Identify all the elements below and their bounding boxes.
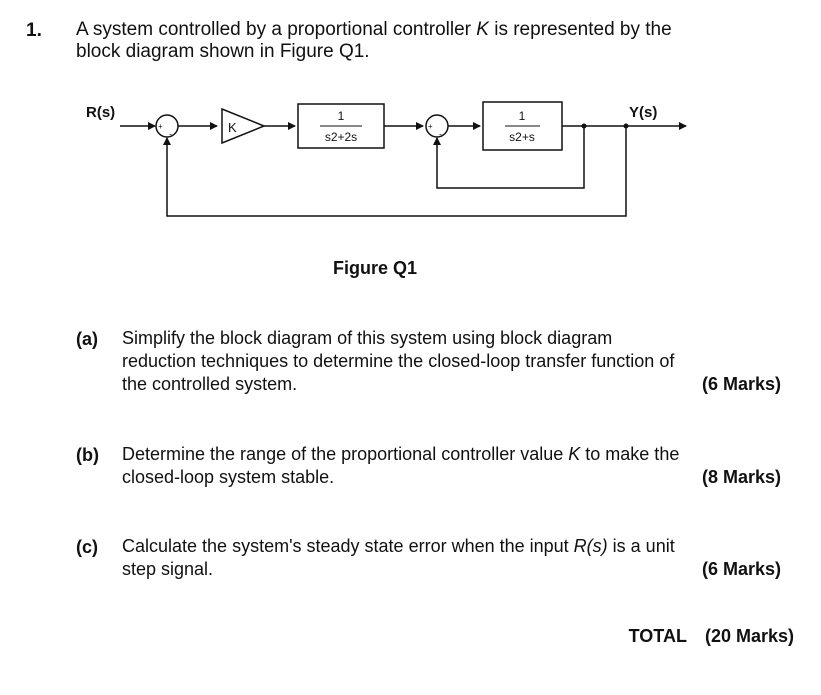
part-b-text: Determine the range of the proportional controller value K to make the closed-loop system stable. <box>122 444 680 487</box>
sum1-minus-sign: - <box>169 129 172 139</box>
part-a-text: Simplify the block diagram of this system using block diagram reduction techniques to determine the closed-loop transfer function of the controlled system. <box>122 328 675 394</box>
gain-label: K <box>228 120 237 135</box>
part-b-label: (b) <box>76 445 99 465</box>
part-c-text: Calculate the system's steady state error when the input R(s) is a unit step signal. <box>122 536 675 579</box>
part-c-label: (c) <box>76 537 98 557</box>
block2-numerator: 1 <box>518 109 526 123</box>
output-label: Y(s) <box>629 104 658 121</box>
part-a-label: (a) <box>76 329 98 349</box>
block-diagram <box>0 0 821 250</box>
part-b-marks: (8 Marks) <box>701 467 781 487</box>
block1-denominator: s2+2s <box>324 130 358 144</box>
sum2-plus-sign: + <box>428 122 433 131</box>
input-label: R(s) <box>86 104 116 121</box>
block1-numerator: 1 <box>337 109 345 123</box>
question-number: 1. <box>26 20 42 41</box>
question-intro: A system controlled by a proportional controller K is represented by the block diagram shown in Figure Q1. <box>76 19 672 62</box>
outer-feedback-line <box>167 126 626 216</box>
pickoff-point-inner <box>582 124 587 129</box>
total-marks: TOTAL (20 Marks) <box>628 626 794 646</box>
part-c-marks: (6 Marks) <box>701 559 781 579</box>
part-a-marks: (6 Marks) <box>701 374 781 394</box>
block2-denominator: s2+s <box>509 130 535 144</box>
figure-caption: Figure Q1 <box>332 258 417 278</box>
sum1-plus-sign: + <box>158 122 163 131</box>
sum2-minus-sign: - <box>439 129 442 139</box>
pickoff-point-outer <box>624 124 629 129</box>
